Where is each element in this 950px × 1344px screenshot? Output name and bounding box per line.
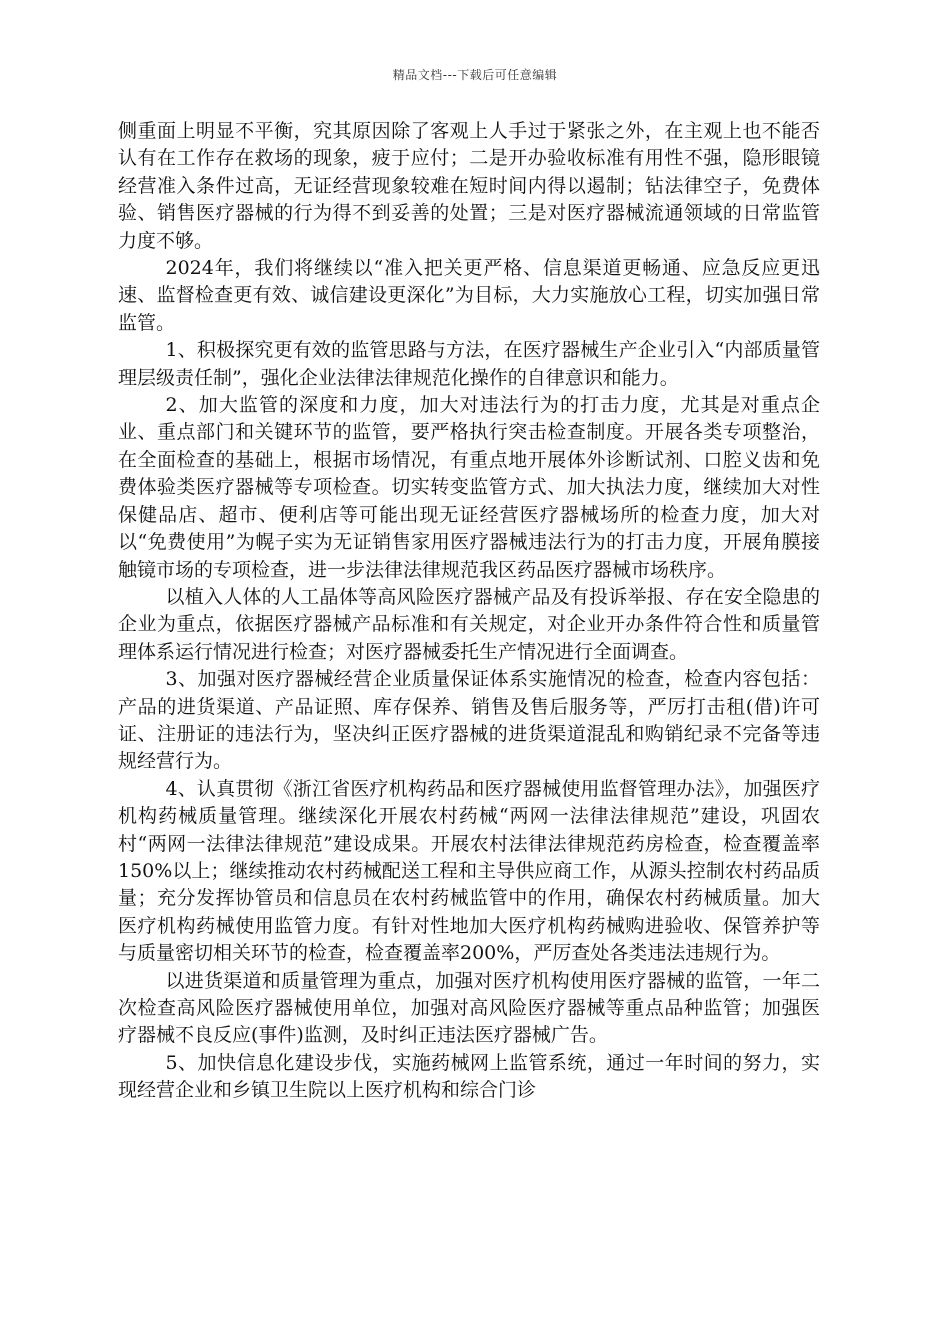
paragraph: 2、加大监管的深度和力度，加大对违法行为的打击力度，尤其是对重点企业、重点部门和关键环节的监管，要严格执行突击检查制度。开展各类专项整治，在全面检查的基础上，根据市场情况，有重点地开展体外诊断试剂、口腔义齿和免费体验类医疗器械等专项检查。切实转变监管方式、加大执法力度，继续加大对性保健品店、超市、便利店等可能出现无证经营医疗器械场所的检查力度，加大对以“免费使用”为幌子实为无证销售家用医疗器械违法行为的打击力度，开展角膜接触镜市场的专项检查，进一步法律法律规范我区药品医疗器械市场秩序。 — [118, 394, 820, 581]
document-body — [118, 118, 820, 1105]
paragraph: 以植入人体的人工晶体等高风险医疗器械产品及有投诉举报、存在安全隐患的企业为重点，依据医疗器械产品标准和有关规定，对企业开办条件符合性和质量管理体系运行情况进行检查；对医疗器械委托生产情况进行全面调查。 — [118, 585, 820, 663]
paragraph: 1、积极探究更有效的监管思路与方法，在医疗器械生产企业引入“内部质量管理层级责任制”，强化企业法律法律规范化操作的自律意识和能力。 — [118, 339, 820, 389]
paragraph: 侧重面上明显不平衡，究其原因除了客观上人手过于紧张之外，在主观上也不能否认有在工作存在救场的现象，疲于应付；二是开办验收标准有用性不强，隐形眼镜经营准入条件过高，无证经营现象较难在短时间内得以遏制；钻法律空子，免费体验、销售医疗器械的行为得不到妥善的处置；三是对医疗器械流通领域的日常监管力度不够。 — [118, 120, 820, 252]
paragraph: 4、认真贯彻《浙江省医疗机构药品和医疗器械使用监督管理办法》，加强医疗机构药械质量管理。继续深化开展农村药械“两网一法律法律规范”建设，巩固农村“两网一法律法律规范”建设成果。开展农村法律法律规范药房检查，检查覆盖率150%以上；继续推动农村药械配送工程和主导供应商工作，从源头控制农村药品质量；充分发挥协管员和信息员在农村药械监管中的作用，确保农村药械质量。加大医疗机构药械使用监管力度。有针对性地加大医疗机构药械购进验收、保管养护等与质量密切相关环节的检查，检查覆盖率200%，严厉查处各类违法违规行为。 — [118, 777, 820, 965]
paragraph: 以进货渠道和质量管理为重点，加强对医疗机构使用医疗器械的监管，一年二次检查高风险医疗器械使用单位，加强对高风险医疗器械等重点品种监管；加强医疗器械不良反应(事件)监测，及时纠正违法医疗器械广告。 — [118, 969, 820, 1047]
paragraph: 2024年，我们将继续以“准入把关更严格、信息渠道更畅通、应急反应更迅速、监督检查更有效、诚信建设更深化”为目标，大力实施放心工程，切实加强日常监管。 — [118, 257, 820, 334]
paragraph: 3、加强对医疗器械经营企业质量保证体系实施情况的检查，检查内容包括：产品的进货渠道、产品证照、库存保养、销售及售后服务等，严厉打击租(借)许可证、注册证的违法行为，坚决纠正医疗器械的进货渠道混乱和购销纪录不完备等违规经营行为。 — [118, 668, 820, 773]
paragraph: 5、加快信息化建设步伐，实施药械网上监管系统，通过一年时间的努力，实现经营企业和乡镇卫生院以上医疗机构和综合门诊 — [118, 1051, 820, 1102]
page-header: 精品文档---下载后可任意编辑 — [392, 68, 558, 82]
